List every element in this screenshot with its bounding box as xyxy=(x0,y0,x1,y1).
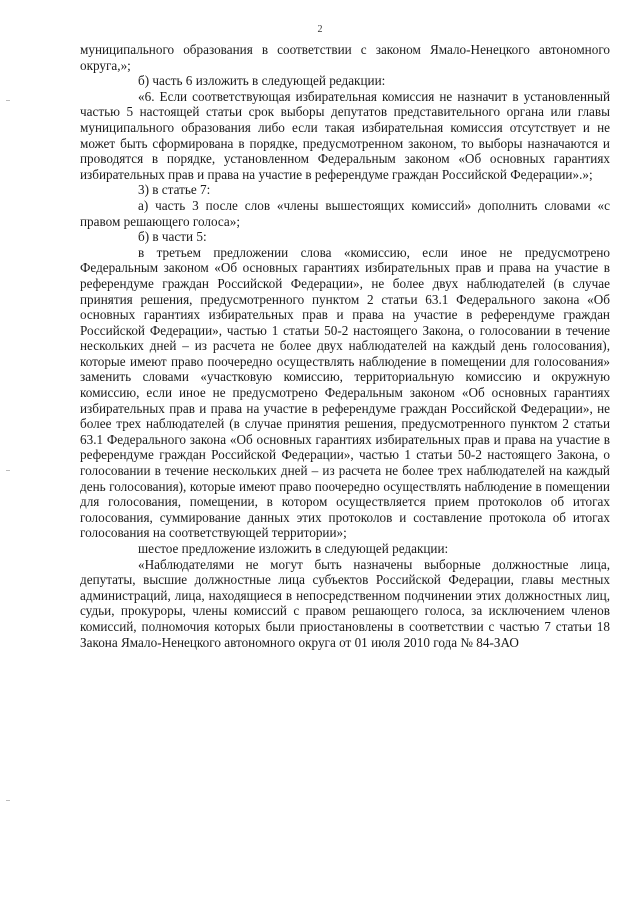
page-number: 2 xyxy=(317,24,323,35)
document-body xyxy=(80,42,610,650)
margin-mark xyxy=(6,100,10,101)
margin-mark xyxy=(6,470,10,471)
margin-mark xyxy=(6,800,10,801)
paragraph: в третьем предложении слова «комиссию, если иное не предусмотрено Федеральным законом «Об основных гарантиях избирательных прав и права на участие в референдуме граждан Российской Федерации», не более двух наблюдателей (в случае принятия решения, предусмотренного пунктом 2 статьи 63.1 Федерального закона «Об основных гарантиях избирательных прав и права на участие в референдуме граждан Российской Федерации», частью 1 статьи 50-2 настоящего Закона, о голосовании в течение нескольких дней – из расчета не более двух наблюдателей на каждый день голосования), которые имеют право поочередно осуществлять наблюдение в помещении для голосования» заменить словами «участковую комиссию, территориальную комиссию и окружную комиссию, если иное не предусмотрено Федеральным законом «Об основных гарантиях избирательных прав и права на участие в референдуме граждан Российской Федерации», не более трех наблюдателей (в случае принятия решения, предусмотренного пунктом 2 статьи 63.1 Федерального закона «Об основных гарантиях избирательных прав и права на участие в референдуме граждан Российской Федерации», частью 1 статьи 50-2 настоящего Закона, о голосовании в течение нескольких дней – из расчета не более трех наблюдателей на каждый день голосования), которые имеют право поочередно осуществлять наблюдение в помещении для голосования, помещении, в котором осуществляется прием протоколов об итогах голосования, суммирование данных этих протоколов и составление протокола об итогах голосования на соответствующей территории»; xyxy=(80,244,610,541)
paragraph: муниципального образования в соответствии с законом Ямало-Ненецкого автономного округа,»; xyxy=(80,42,610,73)
paragraph: б) часть 6 изложить в следующей редакции: xyxy=(138,73,386,89)
paragraph: 3) в статье 7: xyxy=(138,182,211,198)
paragraph: «6. Если соответствующая избирательная комиссия не назначит в установленный частью 5 настоящей статьи срок выборы депутатов представительного органа или главы муниципального образования либо если такая избирательная комиссия отсутствует и не может быть сформирована в порядке, предусмотренном законом, то выборы назначаются и проводятся в порядке, установленном Федеральным законом «Об основных гарантиях избирательных прав и права на участие в референдуме граждан Российской Федерации».»; xyxy=(80,88,610,182)
paragraph: а) часть 3 после слов «члены вышестоящих комиссий» дополнить словами «с правом решающего голоса»; xyxy=(80,197,610,229)
paragraph: б) в части 5: xyxy=(138,229,207,245)
paragraph: «Наблюдателями не могут быть назначены выборные должностные лица, депутаты, высшие должностные лица субъектов Российской Федерации, главы местных администраций, лица, находящиеся в непосредственном подчинении этих должностных лиц, судьи, прокуроры, члены комиссий с правом решающего голоса, за исключением членов комиссий, полномочия которых были приостановлены в соответствии с частью 7 статьи 18 Закона Ямало-Ненецкого автономного округа от 01 июля 2010 года № 84-ЗАО xyxy=(80,556,610,650)
paragraph: шестое предложение изложить в следующей редакции: xyxy=(138,541,449,556)
